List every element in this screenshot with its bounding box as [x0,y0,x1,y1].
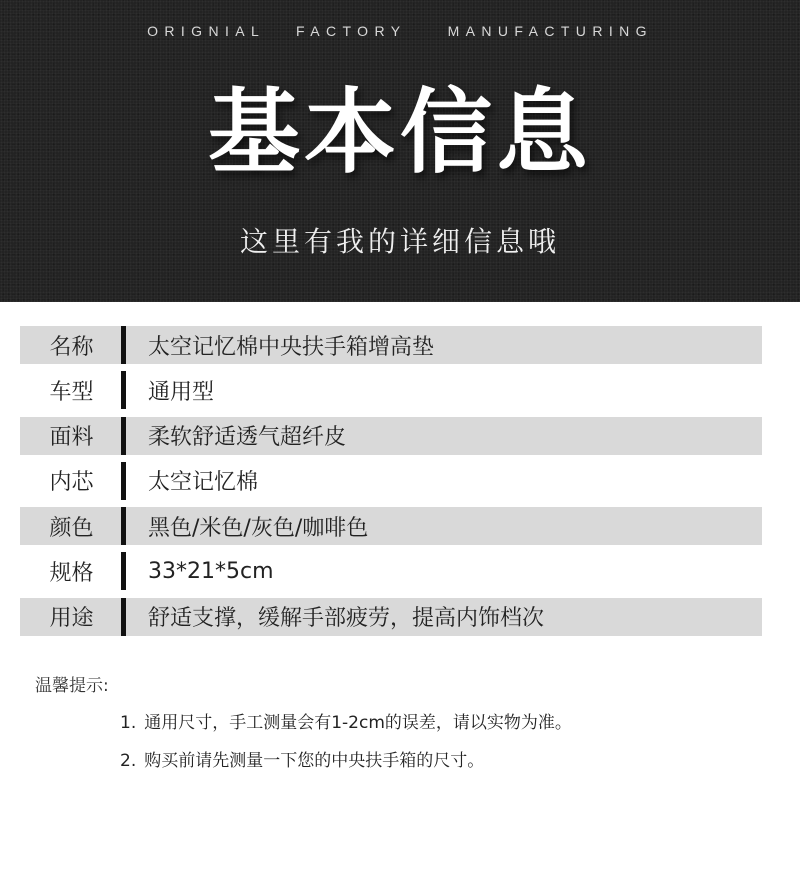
spec-label: 内芯 [49,470,94,496]
tip-item [120,746,484,771]
spec-label: 面料 [49,425,94,451]
spec-value: 舒适支撑，缓解手部疲劳，提高内饰档次 [148,606,545,632]
spec-value: 黑色/米色/灰色/咖啡色 [148,515,369,541]
label-divider [121,598,126,636]
tip-item [120,708,572,733]
spec-row-usage [20,598,762,636]
spec-value: 柔软舒适透气超纤皮 [148,425,347,451]
tip-text: 通用尺寸，手工测量会有1-2cm的误差，请以实物为准。 [144,713,572,733]
spec-row-color [20,507,762,545]
hero-title: 基本信息 [207,79,592,186]
label-divider [121,417,126,455]
spec-value: 太空记忆棉中央扶手箱增高垫 [148,334,435,360]
spec-row-name [20,326,762,364]
spec-table [20,326,762,643]
tips-title: 温馨提示: [35,676,109,696]
spec-row-core [20,462,762,500]
spec-label: 用途 [49,606,94,632]
hero-banner [0,0,800,302]
spec-label: 规格 [49,560,94,586]
tip-text: 购买前请先测量一下您的中央扶手箱的尺寸。 [144,751,485,771]
tip-number: 2. [120,751,137,771]
label-divider [121,507,126,545]
spec-label: 颜色 [49,515,94,541]
label-divider [121,552,126,590]
spec-value: 太空记忆棉 [148,470,259,496]
spec-value: 通用型 [148,379,215,405]
hero-subtitle: 这里有我的详细信息哦 [239,225,560,258]
spec-label: 名称 [49,334,94,360]
spec-row-vehicle [20,371,762,409]
hero-tagline: ORIGNIAL FACTORY MANUFACTURING [147,23,653,39]
spec-value: 33*21*5cm [148,558,274,584]
label-divider [121,371,126,409]
label-divider [121,326,126,364]
tip-number: 1. [120,713,137,733]
spec-row-size [20,552,762,590]
spec-row-fabric [20,417,762,455]
spec-label: 车型 [49,379,94,405]
label-divider [121,462,126,500]
